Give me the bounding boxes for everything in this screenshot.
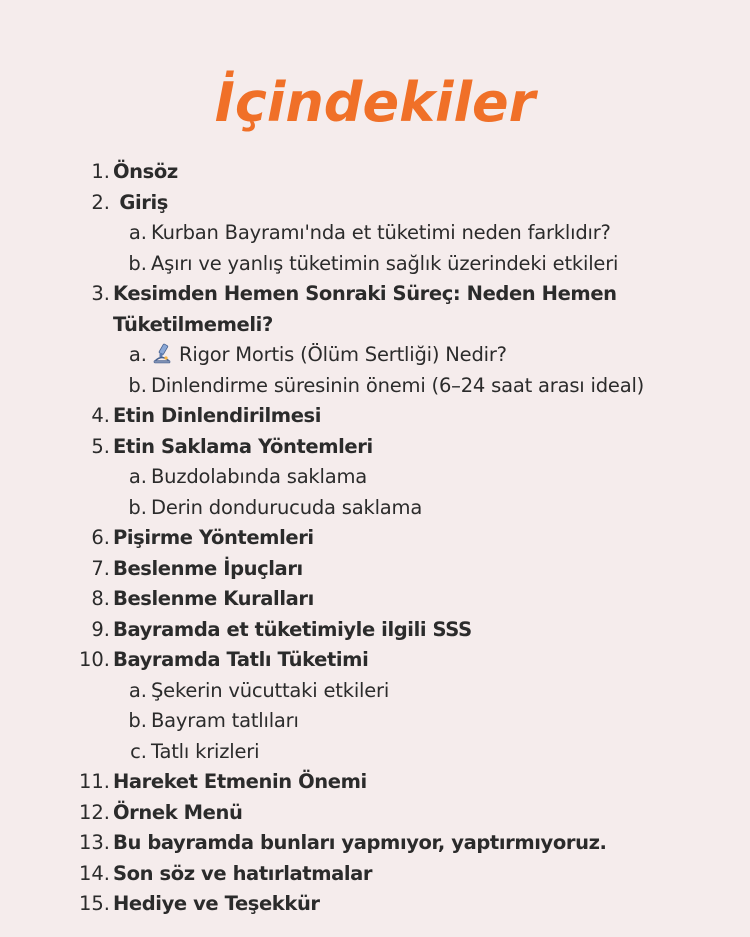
toc-subitem-text: Şekerin vücuttaki etkileri [151,678,390,702]
toc-subitem-3b [0,371,750,402]
toc-subitem-text: Buzdolabında saklama [151,465,368,488]
toc-subitem-2a [0,218,750,249]
toc-item-text: Bayramda Tatlı Tüketimi [113,648,369,671]
microscope-icon [151,342,173,364]
toc-item-number: 15. [78,892,110,915]
toc-item-number: 11. [78,770,110,793]
toc-item-5 [0,432,750,463]
toc-item-number: 9. [91,617,110,641]
toc-item-4 [0,401,750,432]
toc-item-number: 13. [78,831,110,854]
toc-item-text: Kesimden Hemen Sonraki Süreç: Neden Hemen [113,282,617,305]
toc-item-9 [0,615,750,646]
toc-subitem-letter: b. [128,495,147,519]
toc-item-text: Bu bayramda bunları yapmıyor, yaptırmıyoruz. [113,831,607,854]
toc-item-number: 14. [78,861,110,885]
toc-item-text: Giriş [113,190,168,214]
toc-subitem-letter: a. [128,343,147,366]
toc-item-number: 5. [91,434,110,458]
toc-subitem-3a-content [151,340,507,371]
toc-subitem-letter: a. [128,221,147,244]
toc-item-11 [0,767,750,798]
toc-item-text: Etin Dinlendirilmesi [113,404,322,427]
toc-item-text: Son söz ve hatırlatmalar [113,861,373,885]
toc-item-text: Hareket Etmenin Önemi [113,770,367,793]
toc-subitem-letter: a. [128,678,147,702]
toc-subitem-5a [0,462,750,493]
toc-item-text: Etin Saklama Yöntemleri [113,434,373,458]
toc-item-number: 6. [91,526,110,549]
toc-item-12 [0,798,750,829]
toc-item-1 [0,157,750,188]
toc-item-10 [0,645,750,676]
toc-subitem-letter: b. [128,373,147,397]
toc-item-number: 8. [91,587,110,610]
toc-item-15 [0,889,750,920]
toc-subitem-text: Kurban Bayramı'nda et tüketimi neden farklıdır? [151,221,611,244]
table-of-contents [0,157,750,920]
toc-subitem-text: Bayram tatlıları [151,709,299,732]
toc-subitem-text: Dinlendirme süresinin önemi (6–24 saat arası ideal) [151,373,645,397]
toc-item-text: Örnek Menü [113,800,243,824]
toc-item-text: Beslenme İpuçları [113,556,303,580]
toc-item-6 [0,523,750,554]
toc-item-2 [0,188,750,219]
toc-subitem-letter: c. [130,739,147,763]
toc-item-text: Bayramda et tüketimiyle ilgili SSS [113,617,472,641]
toc-subitem-letter: b. [128,251,147,275]
toc-subitem-2b [0,249,750,280]
toc-subitem-text: Rigor Mortis (Ölüm Sertliği) Nedir? [179,343,507,366]
toc-item-text: Hediye ve Teşekkür [113,892,320,915]
toc-subitem-5b [0,493,750,524]
toc-item-number: 1. [91,160,110,183]
page-title: İçindekiler [214,71,536,134]
toc-item-7 [0,554,750,585]
toc-subitem-letter: a. [128,465,147,488]
toc-subitem-text: Derin dondurucuda saklama [151,495,423,519]
toc-item-8 [0,584,750,615]
toc-item-3 [0,279,750,310]
toc-subitem-10c [0,737,750,768]
toc-subitem-text: Tatlı krizleri [151,739,260,763]
toc-subitem-text: Aşırı ve yanlış tüketimin sağlık üzerindeki etkileri [151,251,619,275]
toc-subitem-10a [0,676,750,707]
toc-item-number: 2. [91,190,110,214]
toc-item-number: 12. [78,800,110,824]
toc-item-text: Önsöz [113,160,178,183]
toc-item-text: Tüketilmemeli? [113,312,273,336]
toc-subitem-3a [0,340,750,371]
toc-item-14 [0,859,750,890]
toc-item-text: Pişirme Yöntemleri [113,526,314,549]
toc-item-13 [0,828,750,859]
toc-item-number: 4. [91,404,110,427]
toc-subitem-10b [0,706,750,737]
toc-subitem-letter: b. [128,709,147,732]
toc-item-text: Beslenme Kuralları [113,587,314,610]
toc-item-number: 3. [91,282,110,305]
toc-item-number: 7. [91,556,110,580]
toc-item-3-continued [0,310,750,341]
toc-item-number: 10. [78,648,110,671]
